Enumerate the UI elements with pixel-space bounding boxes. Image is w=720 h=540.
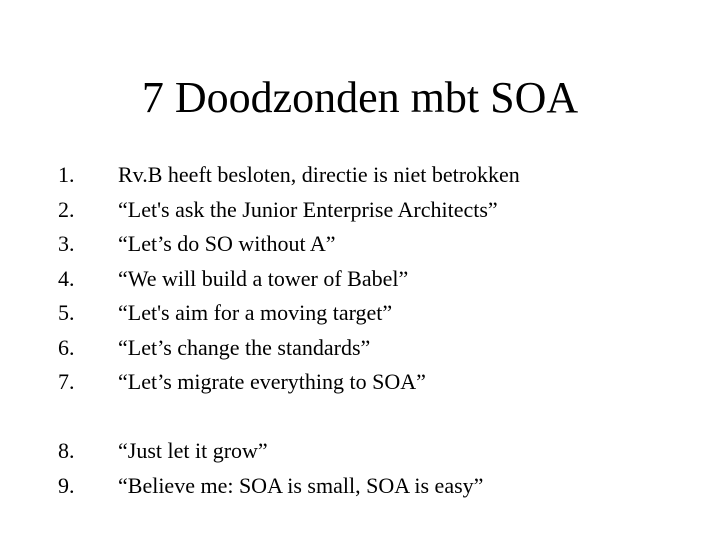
item-text: “Let’s migrate everything to SOA” [118, 369, 426, 394]
item-number: 7. [58, 369, 75, 394]
item-number: 4. [58, 265, 75, 291]
item-text: “Let’s change the standards” [118, 334, 371, 360]
list-item [58, 262, 698, 297]
item-number: 6. [58, 334, 75, 360]
list-item [58, 469, 698, 504]
item-number: 2. [58, 196, 75, 222]
item-text: Rv.B heeft besloten, directie is niet betrokken [118, 162, 520, 187]
list-item [58, 158, 698, 193]
item-text: “Let’s do SO without A” [118, 231, 336, 256]
item-number: 3. [58, 231, 75, 256]
item-text: “Just let it grow” [118, 438, 268, 463]
item-number: 5. [58, 300, 75, 325]
item-number: 1. [58, 162, 75, 187]
list-item [58, 365, 698, 400]
slide-title: 7 Doodzonden mbt SOA [141, 73, 579, 122]
list-item [58, 193, 698, 228]
item-text: “We will build a tower of Babel” [118, 265, 409, 291]
list-item [58, 296, 698, 331]
sins-list [58, 158, 698, 400]
list-item [58, 227, 698, 262]
item-number: 9. [58, 472, 75, 498]
list-item [58, 434, 698, 469]
item-text: “Let's aim for a moving target” [118, 300, 393, 325]
item-text: “Let's ask the Junior Enterprise Architects” [118, 196, 498, 222]
extra-sins-list [58, 434, 698, 503]
item-text: “Believe me: SOA is small, SOA is easy” [118, 472, 484, 498]
item-number: 8. [58, 438, 75, 463]
list-item [58, 331, 698, 366]
